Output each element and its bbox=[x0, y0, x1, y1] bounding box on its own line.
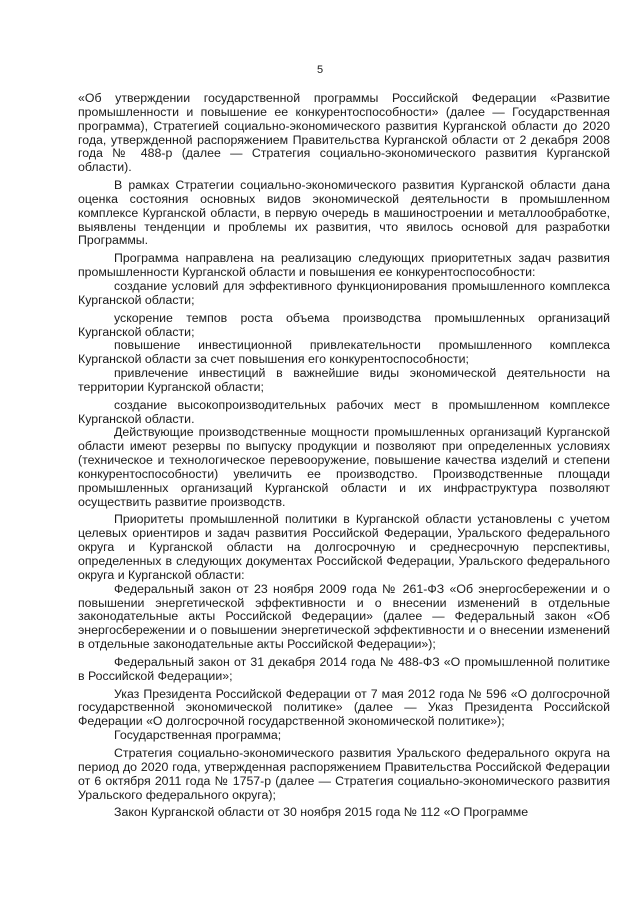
list-item: ускорение темпов роста объема производства промышленных организаций Курганской области; bbox=[78, 310, 610, 339]
list-item: Указ Президента Российской Федерации от 7 мая 2012 года № 596 «О долгосрочной государственной экономической политике» (далее — Указ Президента Российской Федерации «О долгосрочной государственной экономической политике»); bbox=[78, 686, 610, 729]
list-item: Федеральный закон от 23 ноября 2009 года № 261-ФЗ «Об энергосбережении и о повышении энергетической эффективности и о внесении изменений в отдельные законодательные акты Российской Федерации» (далее — Федеральный закон «Об энергосбережении и о повышении энергетической эффективности и о внесении изменений в отдельные законодательные акты Российской Федерации»); bbox=[78, 581, 610, 652]
list-item: Стратегия социально-экономического развития Уральского федерального округа на период до 2020 года, утвержденная распоряжением Правительства Российской Федерации от 6 октября 2011 года № 1757-р (далее — Стратегия социально-экономического развития Уральского федерального округа); bbox=[78, 745, 610, 802]
list-item: Государственная программа; bbox=[114, 728, 282, 743]
paragraph: В рамках Стратегии социально-экономического развития Курганской области дана оценка состояния основных видов экономической деятельности в промышленном комплексе Курганской области, в первую очередь в машиностроении и металлообработке, выявлены тенденции и проблемы их развития, что явилось основой для разработки Программы. bbox=[78, 178, 610, 248]
paragraph: Программа направлена на реализацию следующих приоритетных задач развития промышленности Курганской области и повышения ее конкурентоспособности: bbox=[78, 251, 610, 280]
page-number: 5 bbox=[316, 64, 324, 76]
list-item: создание условий для эффективного функционирования промышленного комплекса Курганской области; bbox=[78, 278, 610, 307]
paragraph: «Об утверждении государственной программы Российской Федерации «Развитие промышленности и повышение ее конкурентоспособности» (далее — Государственная программа), Стратегией социально-экономического развития Курганской области до 2020 года, утвержденной распоряжением Правительства Курганской области от 2 декабря 2008 года № 488-р (далее — Стратегия социально-экономического развития Курганской области). bbox=[78, 91, 610, 175]
paragraph: Действующие производственные мощности промышленных организаций Курганской области имеют резервы по выпуску продукции и позволяют при определенных условиях (техническое и технологическое перевооружение, повышение качества изделий и степени конкурентоспособности) увеличить ее производство. Производственные площади промышленных организаций Курганской области и их инфраструктура позволяют осуществить развитие производств. bbox=[78, 425, 610, 509]
document-body bbox=[78, 92, 610, 820]
list-item: создание высокопроизводительных рабочих мест в промышленном комплексе Курганской области. bbox=[78, 397, 610, 426]
list-item: Закон Курганской области от 30 ноября 2015 года № 112 «О Программе bbox=[114, 805, 529, 820]
list-item: повышение инвестиционной привлекательности промышленного комплекса Курганской области за счет повышения его конкурентоспособности; bbox=[78, 338, 610, 367]
paragraph: Приоритеты промышленной политики в Курганской области установлены с учетом целевых ориентиров и задач развития Российской Федерации, Уральского федерального округа и Курганской области на долгосрочную и среднесрочную перспективы, определенных в следующих документах Российской Федерации, Уральского федерального округа и Курганской области: bbox=[78, 512, 610, 582]
list-item: Федеральный закон от 31 декабря 2014 года № 488-ФЗ «О промышленной политике в Российской Федерации»; bbox=[78, 654, 610, 683]
list-item: привлечение инвестиций в важнейшие виды экономической деятельности на территории Курганской области; bbox=[78, 366, 610, 394]
